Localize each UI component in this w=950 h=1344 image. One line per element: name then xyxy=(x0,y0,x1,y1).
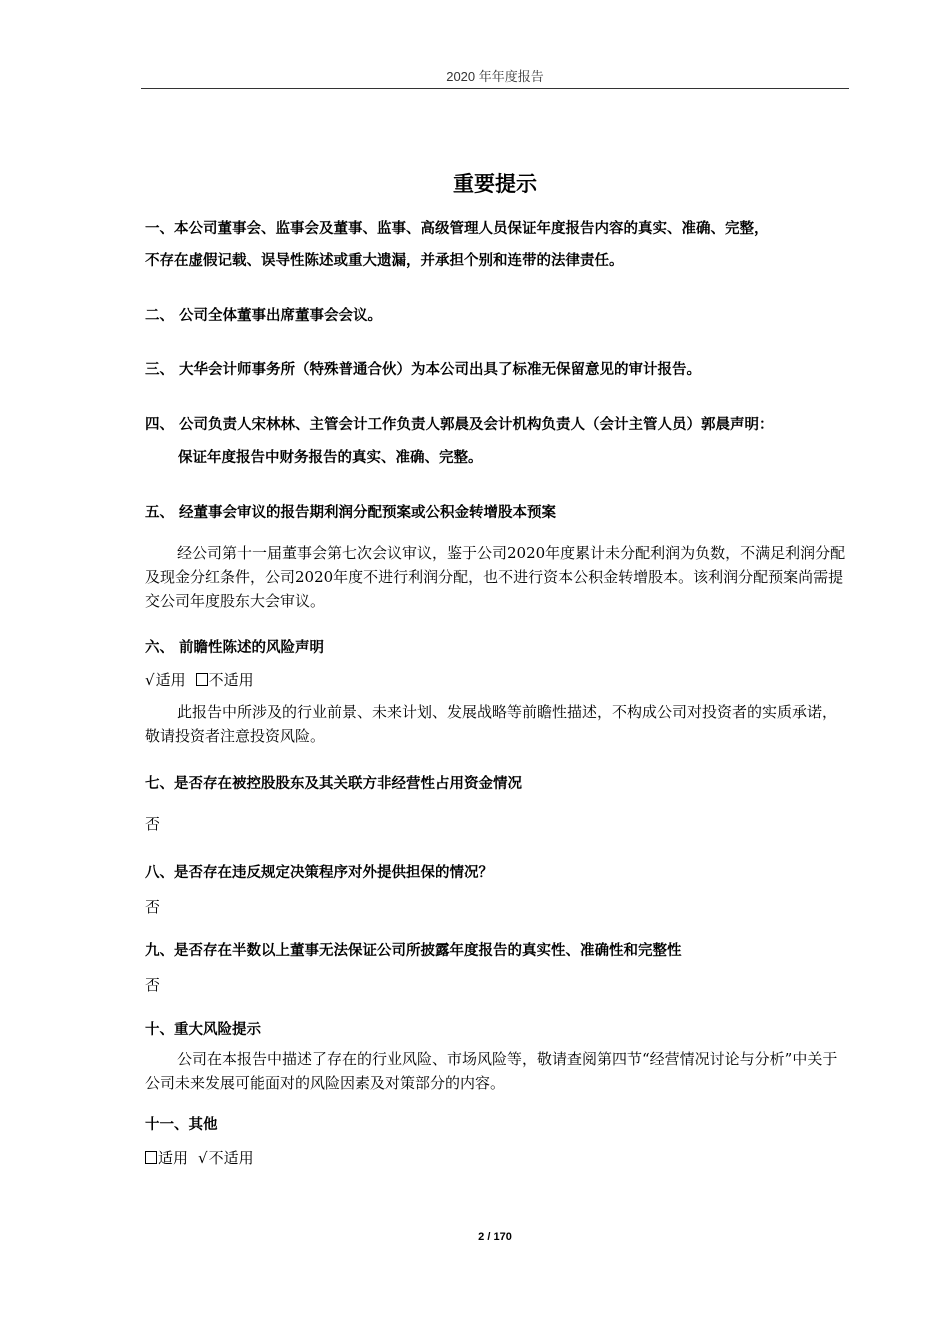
empty-checkbox-icon xyxy=(196,673,208,686)
check-mark-icon: √ xyxy=(198,1149,208,1167)
section-1-line-1: 一、本公司董事会、监事会及董事、监事、高级管理人员保证年度报告内容的真实、准确、完整， xyxy=(145,221,769,237)
section-8-answer: 否 xyxy=(145,898,161,916)
section-3: 三、 大华会计师事务所（特殊普通合伙）为本公司出具了标准无保留意见的审计报告。 xyxy=(145,362,702,378)
check-mark-icon: √ xyxy=(145,671,155,689)
section-10-body xyxy=(145,1047,850,1095)
section-5-body xyxy=(145,541,850,613)
section-9-answer: 否 xyxy=(145,976,161,994)
section-2: 二、 公司全体董事出席董事会会议。 xyxy=(145,308,383,324)
section-8-heading: 八、是否存在违反规定决策程序对外提供担保的情况？ xyxy=(145,865,493,881)
section-4-line-2: 保证年度报告中财务报告的真实、准确、完整。 xyxy=(178,450,483,466)
section-6-heading: 六、 前瞻性陈述的风险声明 xyxy=(145,640,325,656)
section-6-options xyxy=(145,671,254,689)
section-11-heading: 十一、其他 xyxy=(145,1117,218,1133)
section-7-answer: 否 xyxy=(145,815,161,833)
page-header: 2020 年年度报告 xyxy=(446,69,544,84)
option-not-applicable: 不适用 xyxy=(208,671,254,689)
section-6-text: 此报告中所涉及的行业前景、未来计划、发展战略等前瞻性描述，不构成公司对投资者的实质承诺，敬请投资者注意投资风险。 xyxy=(145,703,838,745)
section-10-heading: 十、重大风险提示 xyxy=(145,1022,261,1038)
section-11-options xyxy=(145,1149,254,1167)
empty-checkbox-icon xyxy=(145,1151,157,1164)
section-5-text: 经公司第十一届董事会第七次会议审议，鉴于公司2020年度累计未分配利润为负数，不满足利润分配及现金分红条件，公司2020年度不进行利润分配，也不进行资本公积金转增股本。该利润分配预案尚需提交公司年度股东大会审议。 xyxy=(145,544,846,610)
section-7-heading: 七、是否存在被控股股东及其关联方非经营性占用资金情况 xyxy=(145,776,522,792)
section-1-line-2: 不存在虚假记载、误导性陈述或重大遗漏，并承担个别和连带的法律责任。 xyxy=(145,253,624,269)
section-5-heading: 五、 经董事会审议的报告期利润分配预案或公积金转增股本预案 xyxy=(145,505,557,521)
section-6-body xyxy=(145,700,850,748)
page-number: 2 / 170 xyxy=(478,1231,512,1243)
section-10-text: 公司在本报告中描述了存在的行业风险、市场风险等，敬请查阅第四节“经营情况讨论与分析”中关于公司未来发展可能面对的风险因素及对策部分的内容。 xyxy=(145,1050,838,1092)
section-9-heading: 九、是否存在半数以上董事无法保证公司所披露年度报告的真实性、准确性和完整性 xyxy=(145,943,682,959)
option-applicable: 适用 xyxy=(158,1149,189,1167)
page-title: 重要提示 xyxy=(453,172,537,196)
header-divider xyxy=(141,88,849,89)
section-4-line-1: 四、 公司负责人宋林林、主管会计工作负责人郭晨及会计机构负责人（会计主管人员）郭晨声明： xyxy=(145,417,774,433)
option-applicable: 适用 xyxy=(155,671,186,689)
option-not-applicable: 不适用 xyxy=(208,1149,254,1167)
